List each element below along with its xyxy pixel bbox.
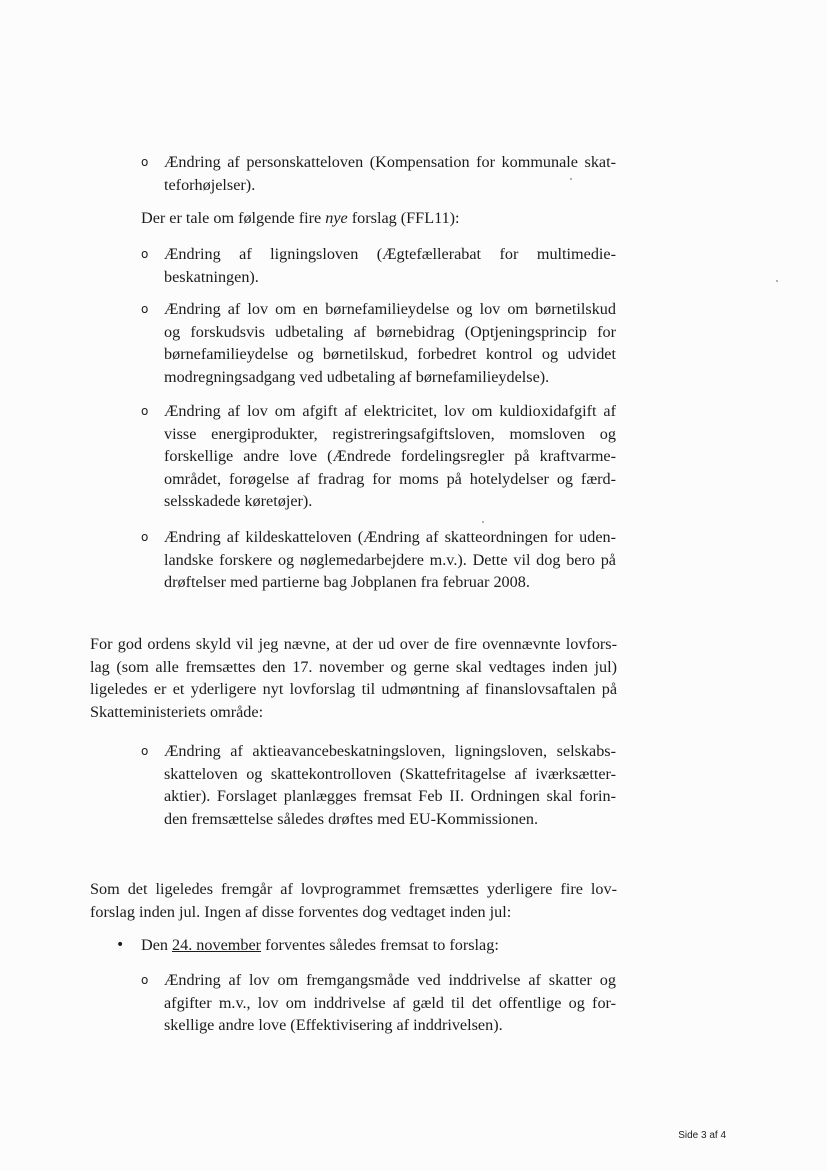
intro-emphasis: nye [325,209,348,227]
list-marker: o [141,247,149,261]
body-paragraph-lovprogram [90,878,617,923]
text-line: Ændring af lov om fremgangsmåde ved inddrivelse af skatter og [164,971,616,989]
text-line: Ændring af lov om afgift af elektricitet, lov om kuldioxidafgift af [164,402,616,420]
text-line: selsskadede køretøjer). [164,492,313,510]
list-item-boernefamilieydelse [164,298,616,388]
text-line: afgifter m.v., lov om inddrivelse af gæld til det offentlige og for- [164,993,616,1012]
list-item-ligningsloven [164,243,616,288]
text-line: Ændring af ligningsloven (Ægtefællerabat for multimedie- [164,245,616,263]
text-line: Ændring af kildeskatteloven (Ændring af skatteordningen for uden- [164,528,616,546]
bullet-text-end: forventes således fremsat to forslag: [261,936,499,954]
list-item-personskatteloven [164,151,616,196]
bullet-text: Den [141,936,173,954]
intro-text-end: forslag (FFL11): [347,209,460,227]
text-line: ligeledes er et yderligere nyt lovforslag til udmøntning af finanslovsaftalen på [90,680,617,698]
text-line: området, forøgelse af fradrag for moms på hotelydelser og færd- [164,469,616,488]
text-line: forslag inden jul. Ingen af disse forventes dog vedtaget inden jul: [90,902,512,921]
text-line: landske forskere og nøglemedarbejdere m.v.). Dette vil dog bero på [164,550,616,569]
text-line: forskellige andre love (Ændrede fordelingsregler på kraftvarme- [164,447,616,465]
text-line: visse energiprodukter, registreringsafgiftsloven, momsloven og [164,424,616,443]
list-marker: o [141,744,149,758]
list-item-aktieavancebeskatning [164,740,616,830]
text-line: drøftelser med partierne bag Jobplanen fra februar 2008. [164,573,530,591]
scan-speck [482,521,484,523]
text-line: aktier). Forslaget planlægges fremsat Feb II. Ordningen skal forin- [164,787,616,805]
text-line: lag (som alle fremsættes den 17. november og gerne skal vedtages inden jul) [90,657,617,676]
scan-speck [570,178,572,180]
bullet-item-24-november [141,934,617,957]
scan-speck [776,280,778,282]
bullet-marker: • [116,937,125,953]
page-footer: Side 3 af 4 [678,1130,726,1141]
body-paragraph-lovforslag [90,633,617,723]
underlined-date: 24. november [172,936,262,954]
text-line: Ændring af lov om en børnefamilieydelse og lov om børnetilskud [164,300,616,318]
text-line: børnefamilieydelse og børnetilskud, forbedret kontrol og udvidet [164,345,616,363]
list-marker: o [141,302,149,316]
list-marker: o [141,404,149,418]
list-marker: o [141,155,149,169]
text-line: skellige andre love (Effektivisering af inddrivelsen). [164,1016,503,1034]
list-item-inddrivelse [164,969,616,1037]
text-line: Ændring af personskatteloven (Kompensation for kommunale skat- [164,153,616,171]
text-line: Ændring af aktieavancebeskatningsloven, ligningsloven, selskabs- [164,742,616,760]
text-line: og forskudsvis udbetaling af børnebidrag (Optjeningsprincip for [164,322,616,341]
text-line: beskatningen). [164,267,259,286]
text-line: teforhøjelser). [164,175,256,194]
text-line: For god ordens skyld vil jeg nævne, at der ud over de fire ovennævnte lovfors- [90,635,617,653]
text-line: skatteloven og skattekontrolloven (Skattefritagelse af iværksætter- [164,764,616,783]
text-line: Som det ligeledes fremgår af lovprogrammet fremsættes yderligere fire lov- [90,880,617,898]
text-line: Skatteministeriets område: [90,702,264,721]
list-marker: o [141,530,149,544]
list-marker: o [141,973,149,987]
list-item-elektricitet [164,400,616,513]
list-item-kildeskatteloven [164,526,616,594]
text-line: den fremsættelse således drøftes med EU-Kommissionen. [164,809,539,828]
text-line: modregningsadgang ved udbetaling af børnefamilieydelse). [164,367,550,386]
intro-text: Der er tale om følgende fire [141,209,326,227]
intro-paragraph [141,207,617,230]
